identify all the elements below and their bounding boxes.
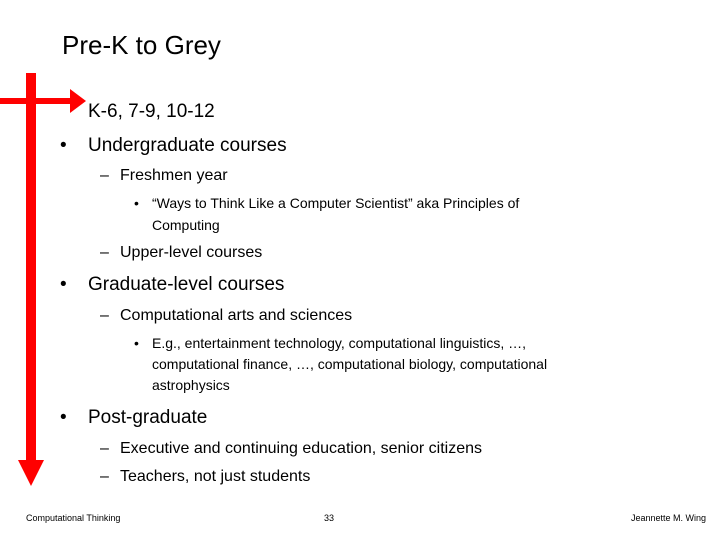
bullet-k12-text: K-6, 7-9, 10-12 xyxy=(88,101,215,122)
subsubbullet-marker: • xyxy=(134,335,139,351)
subbullet-marker: – xyxy=(100,440,109,457)
bullet-marker: • xyxy=(60,274,67,295)
bullet-k12 xyxy=(88,101,215,123)
subsubbullet-eg-line-1: E.g., entertainment technology, computational linguistics, …, xyxy=(152,335,527,351)
footer-page-number: 33 xyxy=(324,513,335,523)
bullet-graduate: Graduate-level courses xyxy=(88,274,285,295)
bullet-marker: • xyxy=(60,407,67,428)
subbullet-marker: – xyxy=(100,307,109,324)
subsubbullet-ways-line-2: Computing xyxy=(152,217,220,233)
subbullet-freshmen: Freshmen year xyxy=(120,167,228,184)
subsubbullet-eg-line-3: astrophysics xyxy=(152,377,230,393)
subbullet-marker: – xyxy=(100,244,109,261)
subbullet-teachers: Teachers, not just students xyxy=(120,468,311,485)
footer-right: Jeannette M. Wing xyxy=(630,513,706,523)
subbullet-upper-level: Upper-level courses xyxy=(120,244,263,261)
subsubbullet-eg-line-2: computational finance, …, computational biology, computational xyxy=(152,356,548,372)
bullet-marker: • xyxy=(60,135,67,156)
subbullet-computational-arts: Computational arts and sciences xyxy=(120,307,353,324)
footer-left: Computational Thinking xyxy=(26,513,121,523)
subsubbullet-ways-line-1: “Ways to Think Like a Computer Scientist” aka Principles of xyxy=(152,195,520,211)
bullet-undergraduate: Undergraduate courses xyxy=(88,135,287,156)
subbullet-executive: Executive and continuing education, senior citizens xyxy=(120,440,482,457)
bullet-post-graduate: Post-graduate xyxy=(88,407,208,428)
subbullet-marker: – xyxy=(100,167,109,184)
slide-title: Pre-K to Grey xyxy=(62,30,221,60)
subbullet-marker: – xyxy=(100,468,109,485)
subsubbullet-marker: • xyxy=(134,195,139,211)
